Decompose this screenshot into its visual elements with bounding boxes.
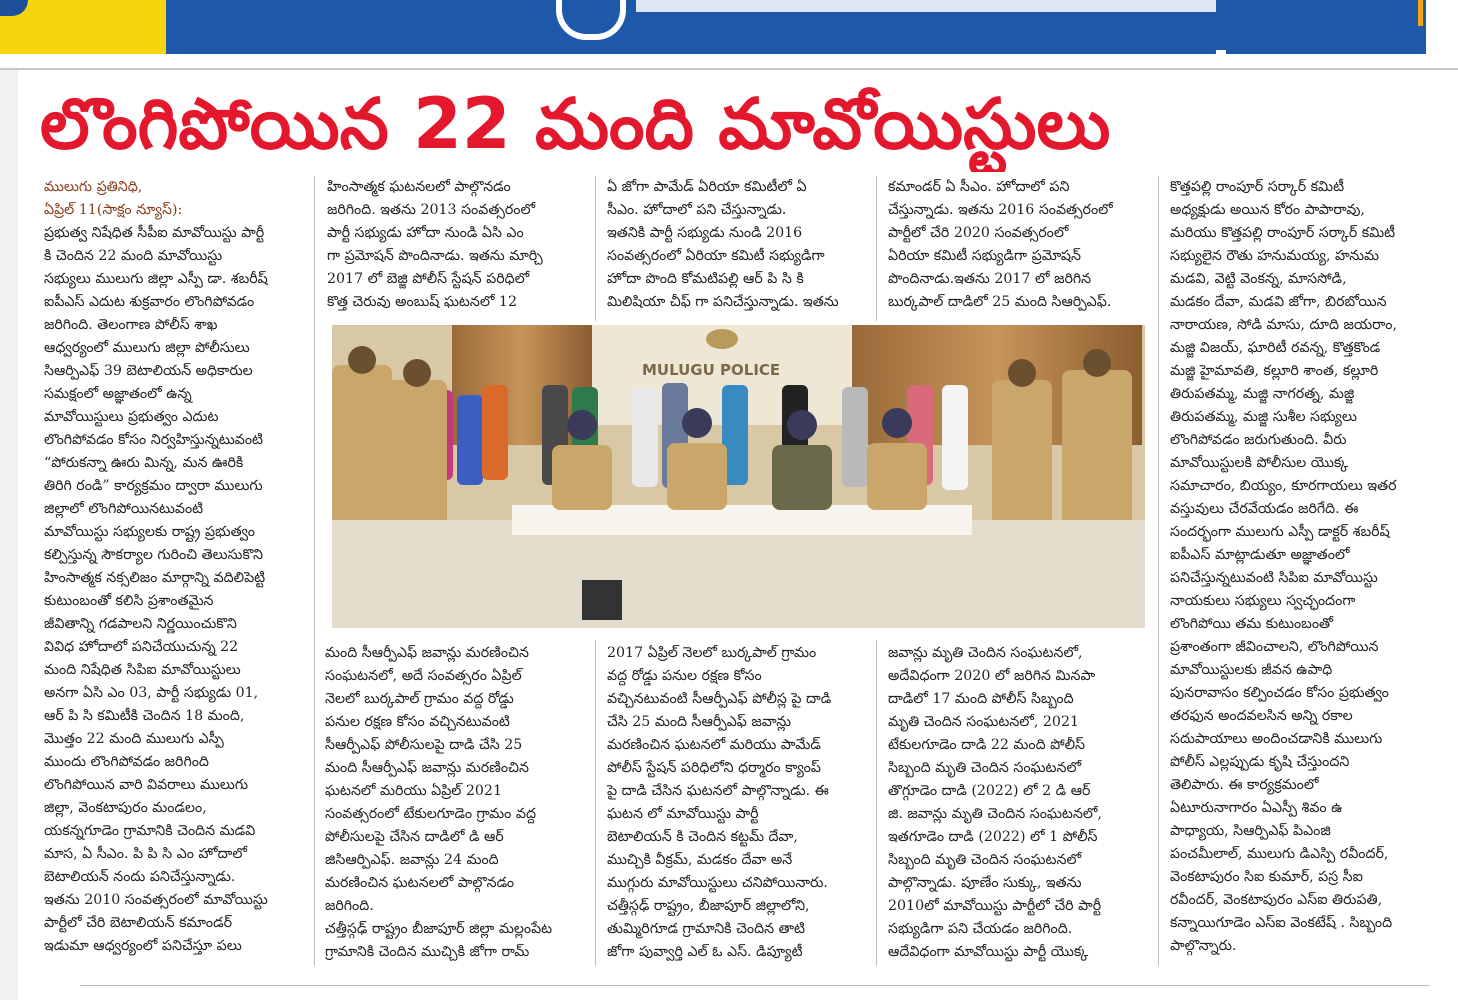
- text-line: పార్టీలో చేరి 2020 సంవత్సరంలో: [888, 225, 1069, 241]
- text-line: మావోయిస్టులు ప్రభుత్వం ఎదుట: [44, 409, 219, 425]
- byline-line: ఏప్రిల్ 11(సాక్షం న్యూస్):: [44, 202, 183, 218]
- text-line: ప్రశాంతంగా జీవించాలని, లొంగిపోయిన: [1170, 639, 1379, 655]
- text-line: మరణించిన ఘటనలో మరియు పామేడ్: [607, 737, 821, 753]
- text-line: పనుల రక్షణ కోసం వచ్చినటువంటి: [325, 714, 510, 730]
- text-line: సీఆర్పీఎఫ్ పోలీసులపై దాడి చేసి 25: [325, 737, 523, 753]
- text-line: తిరిగి రండి” కార్యక్రమం ద్వారా ములుగు: [44, 478, 263, 494]
- text-line: టేకులగూడెం దాడి 22 మంది పోలీస్: [888, 737, 1085, 753]
- text-line: అదేవిధంగా 2020 లో జరిగిన మినపా: [888, 668, 1096, 684]
- text-line: సభ్యులు ములుగు జిల్లా ఎస్పీ డా. శబరీష్: [44, 271, 268, 287]
- column-3-top: [607, 176, 869, 314]
- column-divider: [876, 176, 877, 321]
- text-line: హోదా పొంది కోమటిపల్లి ఆర్ పి సి కి: [607, 271, 804, 287]
- text-line: పోలీస్ స్టేషన్ పరిధిలోని ధర్మారం క్యాంప్: [607, 760, 821, 776]
- text-line: తిరుపతమ్మ, మజ్జి సుశీల సభ్యులు: [1170, 409, 1357, 425]
- text-line: చేసి 25 మంది సీఆర్పీఎఫ్ జవాన్లు: [607, 714, 792, 730]
- text-line: ఏటూరునాగారం ఏఎస్పీ శివం ఉ: [1170, 800, 1343, 816]
- column-divider: [876, 640, 877, 966]
- text-line: తెలిపారు. ఈ కార్యక్రమంలో: [1170, 777, 1319, 793]
- text-line: మావోయిస్టు సభ్యులకు రాష్ట్ర ప్రభుత్వం: [44, 524, 255, 540]
- text-line: మడవి, వెట్టి వెంకన్న, మాససోడి,: [1170, 271, 1347, 287]
- text-line: 2010లో మావోయిస్టు పార్టీలో చేరి పార్టీ: [888, 898, 1102, 914]
- column-2-top: [327, 176, 582, 314]
- text-line: తరఫున అందవలసిన అన్ని రకాల: [1170, 708, 1353, 724]
- text-line: ఐపీఎస్ ఎదుట శుక్రవారం లొంగిపోవడం: [44, 294, 255, 310]
- text-line: ముచ్చికి వీక్రమ్, మడకం దేవా అనే: [607, 852, 793, 868]
- masthead-dots: [1216, 50, 1226, 54]
- masthead-blue-bar: [166, 0, 1426, 54]
- text-line: తుమ్మిరిగూడ గ్రామానికి చెందిన తాటి: [607, 921, 806, 937]
- text-line: ఏ జోగా పామేడ్ ఏరియా కమిటీలో ఏ: [607, 179, 807, 195]
- text-line: కొత్తపల్లి రాంపూర్ సర్కార్ కమిటీ: [1170, 179, 1345, 195]
- text-line: పార్టీ సభ్యుడు హోదా నుండి ఏసి ఎం: [327, 225, 524, 241]
- text-line: వివిధ హోదాలో పనిచేయుచున్న 22: [44, 639, 239, 655]
- masthead-logo-glyph: [556, 0, 626, 40]
- text-line: వచ్చినటువంటి సీఆర్పీఎఫ్ పోలీస్ల పై దాడి: [607, 691, 832, 707]
- column-4-bottom: [888, 642, 1150, 964]
- text-line: 2017 ఏప్రిల్ నెలలో బుర్కపాల్ గ్రామం: [607, 645, 817, 661]
- text-line: గా ప్రమోషన్ పొందినాడు. ఇతను మార్చి: [327, 248, 543, 264]
- text-line: జోగా పువ్వార్తి ఎల్ ఓ ఎస్. డిప్యూటీ: [607, 944, 803, 960]
- text-line: సిఆర్పిఎఫ్ 39 బెటాలియన్ అధికారుల: [44, 363, 253, 379]
- text-line: అధ్యక్షుడు అయిన కోరం పాపారావు,: [1170, 202, 1365, 218]
- column-2-bottom: [325, 642, 587, 964]
- text-line: లొంగిపోయిన వారి వివరాలు ములుగు: [44, 777, 249, 793]
- top-rule: [0, 68, 1458, 70]
- text-line: మరణించిన ఘటనలలో పాల్గొనడం: [325, 875, 515, 891]
- text-line: ఇతగూడెం దాడి (2022) లో 1 పోలీస్: [888, 829, 1098, 845]
- column-1-body: [44, 222, 304, 958]
- text-line: సంవత్సరంలో ఏరియా కమిటీ సభ్యుడిగా: [607, 248, 825, 264]
- text-line: “పోరుకన్నా ఊరు మిన్న, మన ఊరికి: [44, 455, 244, 471]
- text-line: జరిగింది. తెలంగాణ పోలీస్ శాఖ: [44, 317, 218, 333]
- text-line: మిలిషియా చీఫ్ గా పనిచేస్తున్నాడు. ఇతను: [607, 294, 839, 310]
- masthead: [0, 0, 1458, 54]
- masthead-title-strip: [636, 0, 1216, 12]
- text-line: మాస, ఏ సీఎం. పి పి సి ఎం హోదాలో: [44, 846, 247, 862]
- text-line: మజ్జి హైమావతి, కల్లూరి శాంత, కల్లూరి: [1170, 363, 1379, 379]
- text-line: మజ్జి విజయ్, ఘారిటీ రవన్న, కొత్తకొండ: [1170, 340, 1381, 356]
- text-line: కమాండర్ ఏ సీఎం. హోదాలో పని: [888, 179, 1070, 195]
- text-line: ప్రభుత్వ నిషేధిత సీపీఐ మావోయిస్టు పార్టీ: [44, 225, 265, 241]
- text-line: తిరుపతమ్మ, మజ్జి నాగరత్న, మజ్జి: [1170, 386, 1355, 402]
- text-line: పొందినాడు.ఇతను 2017 లో జరిగిన: [888, 271, 1092, 287]
- text-line: మంది సీఆర్పీఎఫ్ జవాన్లు మరణించిన: [325, 645, 529, 661]
- column-divider: [314, 176, 315, 966]
- text-line: జిల్లాలో లొంగిపోయినటువంటి: [44, 501, 204, 517]
- text-line: మంది సీఆర్పీఎఫ్ జవాన్లు మరణించిన: [325, 760, 529, 776]
- text-line: పార్టీలో చేరి బెటాలియన్ కమాండర్: [44, 915, 233, 931]
- text-line: పునరావాసం కల్పించడం కోసం ప్రభుత్వం: [1170, 685, 1389, 701]
- text-line: అనగా ఏసి ఎం 03, పార్టీ సభ్యుడు 01,: [44, 685, 259, 701]
- text-line: మంది నిషేధిత సిపిఐ మావోయిస్టులు: [44, 662, 241, 678]
- text-line: చత్తీస్గఢ్ రాష్ట్రం బీజాపూర్ జిల్లా మల్లంపేట: [325, 921, 553, 937]
- text-line: ఆదేవిధంగా మావోయిస్టు పార్టీ యొక్క: [888, 944, 1089, 960]
- text-line: సంవత్సరంలో టేకులగూడెం గ్రామం వద్ద: [325, 806, 536, 822]
- text-line: లొంగిపోవడం జరుగుతుంది. వీరు: [1170, 432, 1347, 448]
- text-line: సదుపాయాలు అందించడానికి ములుగు: [1170, 731, 1383, 747]
- text-line: జిల్లా, వెంకటాపురం మండలం,: [44, 800, 207, 816]
- text-line: తొగ్గూడెం దాడి (2022) లో 2 డి ఆర్: [888, 783, 1091, 799]
- text-line: నాయకులు సభ్యులు స్వచ్ఛందంగా: [1170, 593, 1356, 609]
- text-line: పాల్గొన్నారు.: [1170, 938, 1237, 954]
- masthead-separator: [1418, 0, 1423, 26]
- text-line: సమక్షంలో అజ్ఞాతంలో ఉన్న: [44, 386, 192, 402]
- byline-line: ములుగు ప్రతినిధి,: [44, 179, 143, 195]
- text-line: గ్రామానికి చెందిన ముచ్చికి జోగా రామ్: [325, 944, 530, 960]
- masthead-yellow-tab: [0, 0, 166, 54]
- text-line: పోలీసులపై చేసిన దాడిలో డి ఆర్: [325, 829, 504, 845]
- text-line: సీఎం. హోదాలో పని చేస్తున్నాడు.: [607, 202, 787, 218]
- text-line: జరిగింది. ఇతను 2013 సంవత్సరంలో: [327, 202, 536, 218]
- text-line: పాల్గొన్నాడు. పూణేం సుక్కు, ఇతను: [888, 875, 1082, 891]
- photo-banner-text: MULUGU POLICE: [642, 361, 781, 379]
- text-line: కుటుంబంతో కలిసి ప్రశాంతమైన: [44, 593, 214, 609]
- text-line: ముగ్గురు మావోయిస్టులు చనిపోయినారు.: [607, 875, 828, 891]
- headline: లొంగిపోయిన 22 మంది మావోయిస్టులు: [40, 83, 1111, 165]
- column-1: [44, 176, 304, 958]
- text-line: బుర్కపాల్ దాడిలో 25 మంది సిఆర్పిఎఫ్.: [888, 294, 1112, 310]
- text-line: మొత్తం 22 మంది ములుగు ఎస్పీ: [44, 731, 224, 747]
- text-line: కన్నాయిగూడెం ఎస్ఐ వెంకటేష్ . సిబ్బంది: [1170, 915, 1393, 931]
- news-photo: [332, 325, 1145, 628]
- column-3-bottom: [607, 642, 869, 964]
- text-line: యకన్నగూడెం గ్రామానికి చెందిన మడవి: [44, 823, 256, 839]
- text-line: దాడిలో 17 మంది పోలీస్ సిబ్బంది: [888, 691, 1074, 707]
- text-line: హింసాత్మక నక్సలిజం మార్గాన్ని వదిలిపెట్టి: [44, 570, 266, 586]
- text-line: పై దాడి చేసిన ఘటనలో పాల్గొన్నాడు. ఈ: [607, 783, 829, 799]
- text-line: పాధ్యాయ, సిఆర్పిఎఫ్ పిఎంజి: [1170, 823, 1331, 839]
- column-5: [1170, 176, 1432, 958]
- text-line: చేస్తున్నాడు. ఇతను 2016 సంవత్సరంలో: [888, 202, 1113, 218]
- text-line: కల్పిస్తున్న సౌకర్యాల గురించి తెలుసుకొని: [44, 547, 264, 563]
- text-line: నెలలో బుర్కపాల్ గ్రామం వద్ద రోడ్డు: [325, 691, 514, 707]
- text-line: జీవితాన్ని గడపాలని నిర్ణయించుకొని: [44, 616, 237, 632]
- text-line: వద్ద రోడ్డు పనుల రక్షణ కోసం: [607, 668, 762, 684]
- text-line: లొంగిపోయి తమ కుటుంబంతో: [1170, 616, 1333, 632]
- text-line: బెటాలియన్ నందు పనిచేస్తున్నాడు.: [44, 869, 236, 885]
- text-line: సిబ్బంది మృతి చెందిన సంఘటనలో: [888, 760, 1082, 776]
- column-4-top: [888, 176, 1150, 314]
- text-line: సభ్యులైన రౌతు హనుమయ్య, హనుమ: [1170, 248, 1380, 264]
- text-line: ఇతను 2010 సంవత్సరంలో మావోయిస్టు: [44, 892, 268, 908]
- text-line: వస్తువులు చేరవేయడం జరిగేది. ఈ: [1170, 501, 1359, 517]
- text-line: మావోయిస్టులకు జీవన ఉపాధి: [1170, 662, 1333, 678]
- text-line: మృతి చెందిన సంఘటనలో, 2021: [888, 714, 1079, 730]
- text-line: పోలీస్ ఎల్లప్పుడు కృషి చేస్తుందని: [1170, 754, 1350, 770]
- text-line: జిసిఆర్పిఎఫ్. జవాన్లు 24 మంది: [325, 852, 499, 868]
- news-photo-illustration: [332, 325, 1145, 628]
- text-line: హింసాత్మక ఘటనలలో పాల్గొనడం: [327, 179, 511, 195]
- text-line: సంఘటనలో, అదే సంవత్సరం ఏప్రిల్: [325, 668, 522, 684]
- column-divider: [595, 640, 596, 966]
- text-line: మావోయిస్టులకి పోలీసుల యొక్క: [1170, 455, 1349, 471]
- text-line: ఇడుమా ఆధ్వర్యంలో పనిచేస్తూ పలు: [44, 938, 242, 954]
- text-line: ముందు లొంగిపోవడం జరిగింది: [44, 754, 209, 770]
- text-line: రవీందర్, వెంకటాపురం ఎస్ఐ తిరుపతి,: [1170, 892, 1383, 908]
- text-line: మడకం దేవా, మడవి జోగా, బిరబోయిన: [1170, 294, 1387, 310]
- text-line: సమాచారం, బియ్యం, కూరగాయలు ఇతర: [1170, 478, 1397, 494]
- text-line: 2017 లో బెజ్జి పోలీస్ స్టేషన్ పరిధిలో: [327, 271, 530, 287]
- text-line: లొంగిపోవడం కోసం నిర్వహిస్తున్నటువంటి: [44, 432, 263, 448]
- text-line: పంచమీలాల్, ములుగు డిఎస్పి రవీందర్,: [1170, 846, 1389, 862]
- text-line: మరియు కొత్తపల్లి రాంపూర్ సర్కార్ కమిటీ: [1170, 225, 1396, 241]
- text-line: సిబ్బంది మృతి చెందిన సంఘటనలో: [888, 852, 1082, 868]
- bottom-rule: [80, 985, 1430, 986]
- text-line: జి. జవాన్లు మృతి చెందిన సంఘటనలో,: [888, 806, 1102, 822]
- text-line: సభ్యుడిగా పని చేయడం జరిగింది.: [888, 921, 1073, 937]
- text-line: ఆధ్వర్యంలో ములుగు జిల్లా పోలీసులు: [44, 340, 250, 356]
- text-line: ఏరియా కమిటీ సభ్యుడిగా ప్రమోషన్: [888, 248, 1081, 264]
- text-line: జరిగింది.: [325, 898, 374, 914]
- text-line: చత్తీస్గఢ్ రాష్ట్రం, బీజాపూర్ జిల్లాలోని,: [607, 898, 810, 914]
- text-line: కొత్త చెరువు అంబుష్ ఘటనలో 12: [327, 294, 517, 310]
- column-divider: [1158, 176, 1159, 966]
- text-line: ఐపీఎస్ మాట్లాడుతూ అజ్ఞాతంలో: [1170, 547, 1350, 563]
- text-line: ఘటనలో మరియు ఏప్రిల్ 2021: [325, 783, 502, 799]
- column-divider: [595, 176, 596, 321]
- text-line: ఆర్ పి సి కమిటీకి చెందిన 18 మంది,: [44, 708, 245, 724]
- text-line: ఇతనికి పార్టీ సభ్యుడు నుండి 2016: [607, 225, 803, 241]
- left-margin: [0, 70, 18, 1000]
- text-line: వెంకటాపురం సిఐ కుమార్, పస్ర సీఐ: [1170, 869, 1363, 885]
- text-line: నారాయణ, సోడి మాసు, దూది జయరాం,: [1170, 317, 1397, 333]
- text-line: బెటాలియన్ కి చెందిన కట్టమ్ దేవా,: [607, 829, 798, 845]
- text-line: ఘటన లో మావోయిస్టు పార్టీ: [607, 806, 759, 822]
- text-line: జవాన్లు మృతి చెందిన సంఘటనలో,: [888, 645, 1083, 661]
- text-line: సందర్భంగా ములుగు ఎస్పీ డాక్టర్ శబరీష్: [1170, 524, 1390, 540]
- text-line: కి చెందిన 22 మంది మావోయిస్టు: [44, 248, 223, 264]
- text-line: పనిచేస్తున్నటువంటి సిపిఐ మావోయిస్టు: [1170, 570, 1378, 586]
